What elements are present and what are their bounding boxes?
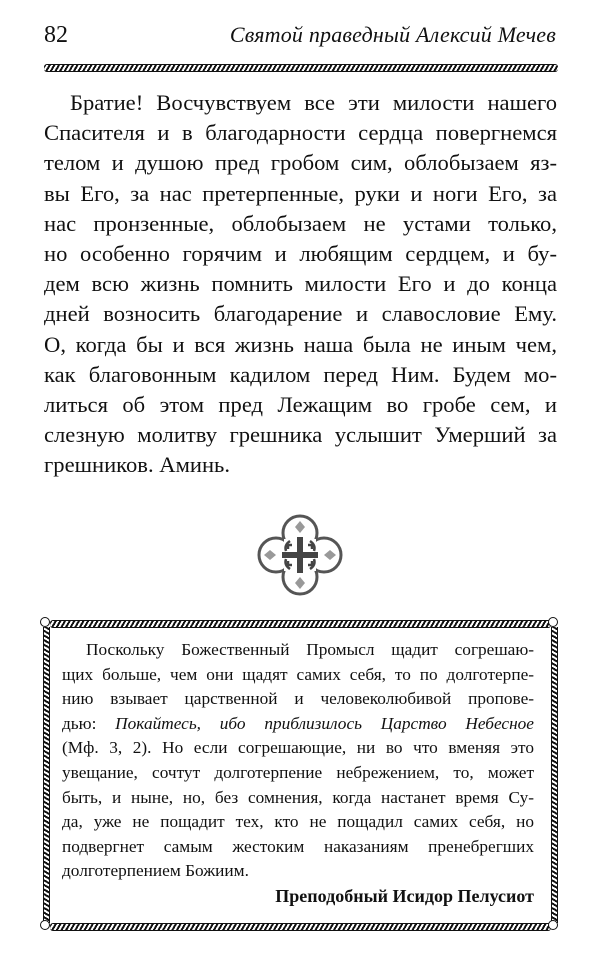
quote-line: нию взывает царственной и человеколюбивой пропове- — [62, 689, 534, 709]
quote-line: да, уже не пощадит тех, кто не пощадил самих себя, но — [62, 812, 534, 832]
quote-line: быть, и ныне, но, без сомнения, когда настанет время Су- — [62, 787, 534, 807]
frame-corner-ring — [548, 920, 558, 930]
frame-top-rope — [50, 620, 551, 628]
text-line: литься об этом пред Лежащим во гробе сем, и — [44, 392, 557, 418]
quote-line-prefix: дью: — [62, 713, 116, 733]
quote-line: увещание, сочтут долготерпение небрежением, то, может — [62, 762, 534, 782]
text-line: дем всю жизнь помнить милости Его и до конца — [44, 271, 557, 297]
text-line: О, когда бы и вся жизнь наша была не иным чем, — [44, 331, 557, 357]
text-line: нас пронзенные, облобызаем не устами только, — [44, 210, 557, 236]
header-rope-divider — [44, 64, 558, 72]
quote-line-scripture — [62, 712, 534, 737]
quote-text — [62, 638, 534, 884]
frame-corner-ring — [548, 617, 558, 627]
quote-line: долготерпением Божиим. — [62, 861, 249, 881]
page-header — [44, 18, 556, 50]
text-line: вы Его, за нас претерпенные, руки и ноги Его, за — [44, 180, 557, 206]
frame-left-rope — [43, 627, 50, 923]
frame-right-rope — [551, 627, 558, 923]
main-text — [44, 88, 557, 481]
quote-line: щих больше, чем они щадят самих себя, то по долготерпе- — [62, 664, 534, 684]
text-line: телом и душою пред гробом сим, облобызаем яз- — [44, 150, 557, 176]
quote-line: (Мф. 3, 2). Но если согрешающие, ни во что вменяя это — [62, 738, 534, 758]
frame-corner-ring — [40, 920, 50, 930]
text-line: грешников. Аминь. — [44, 452, 231, 478]
quote-line: Поскольку Божественный Промысл щадит согрешаю- — [86, 640, 534, 659]
quote-line: подвергнет самым жестоким наказаниям пренебрегших — [62, 836, 534, 856]
text-line: слезную молитву грешника услышит Умерший за — [44, 422, 557, 448]
frame-corner-ring — [40, 617, 50, 627]
scripture-citation-italic: Покайтесь, ибо приблизилось Царство Небесное — [115, 713, 534, 733]
text-line: дней возносить благодарение и славословие Ему. — [44, 301, 557, 327]
cross-ornament-icon — [254, 511, 346, 599]
running-title: Святой праведный Алексий Мечев — [229, 22, 556, 47]
quote-attribution: Преподобный Исидор Пелусиот — [275, 886, 534, 906]
page-number: 82 — [44, 22, 68, 48]
text-line: Братие! Восчувствуем все эти милости нашего — [70, 90, 557, 115]
frame-bottom-rope — [50, 923, 551, 931]
text-line: как благовонным кадилом перед Ним. Будем мо- — [44, 361, 557, 387]
text-line: Спасителя и в благодарности сердца повергнемся — [44, 120, 557, 146]
text-line: но особенно горячим и любящим сердцем, и бу- — [44, 241, 557, 267]
